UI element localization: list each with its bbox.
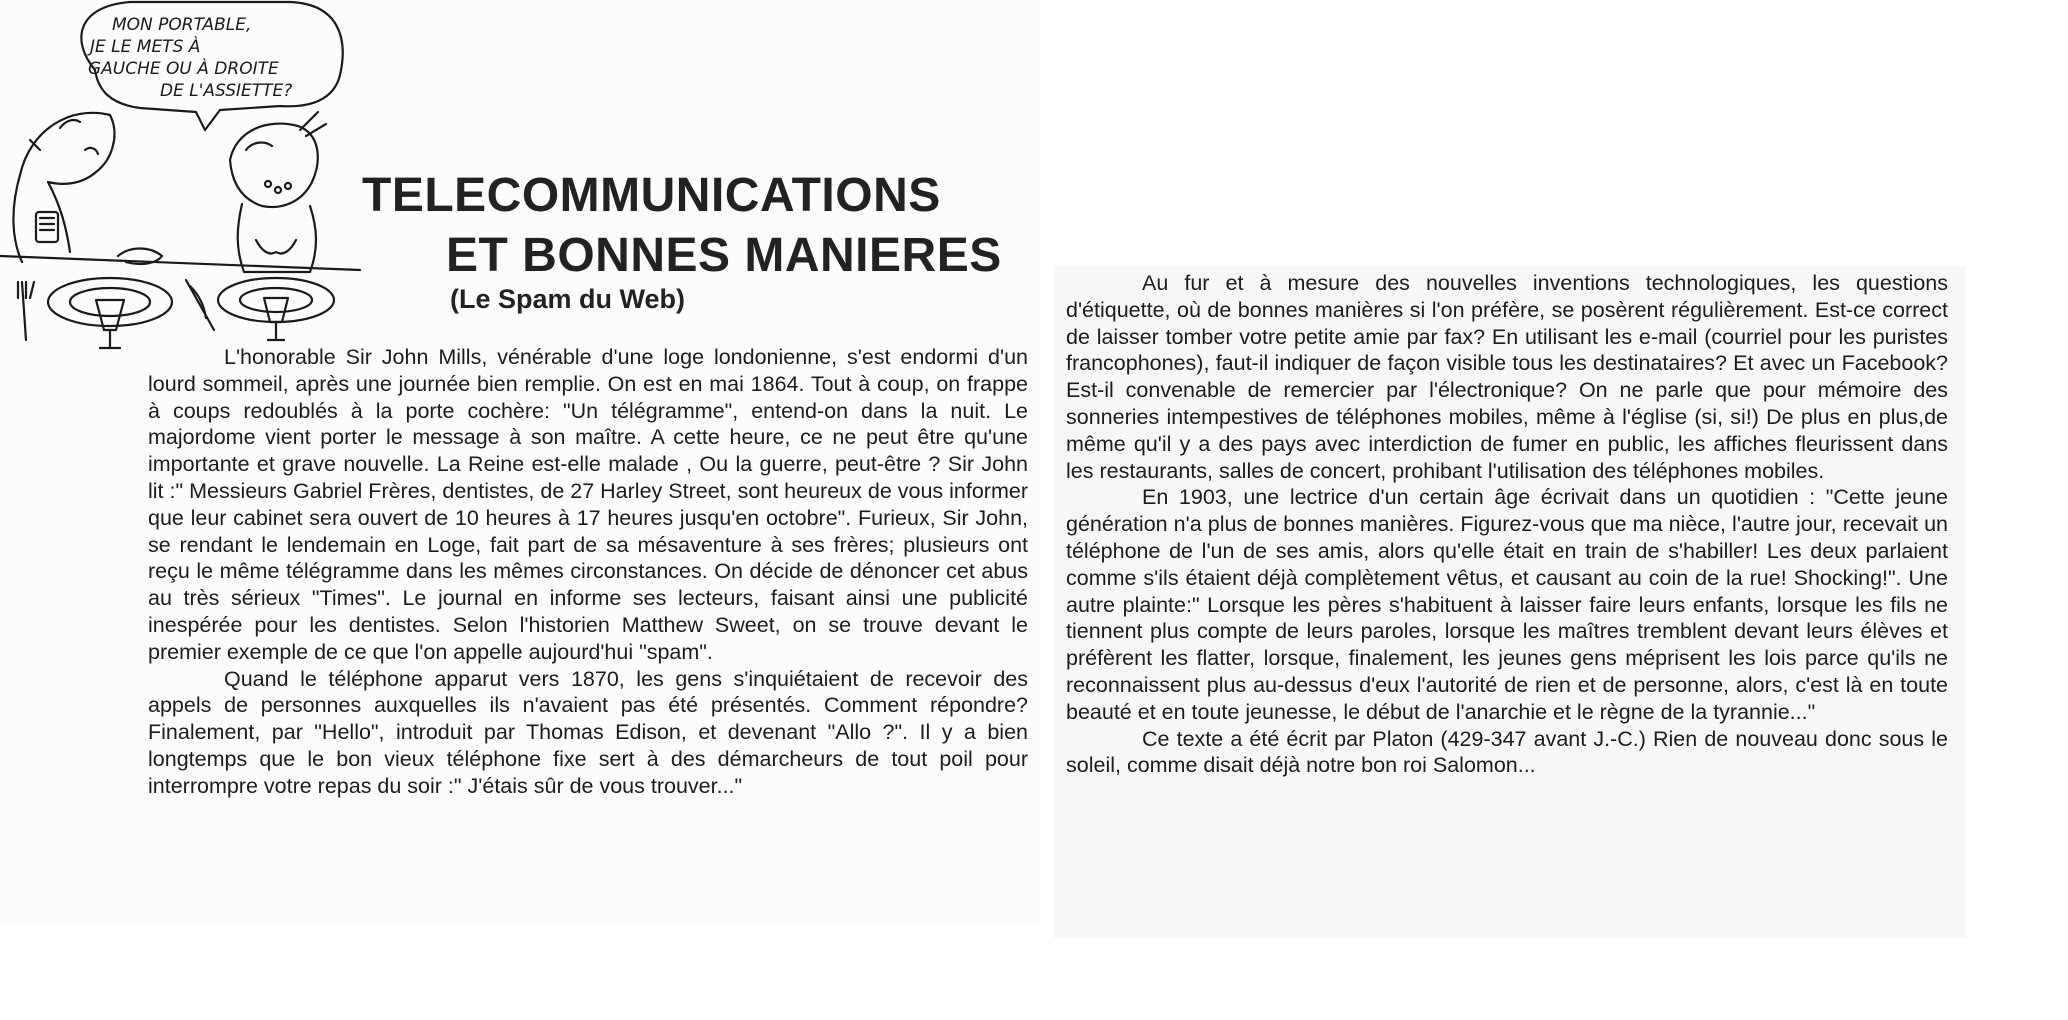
left-text-column xyxy=(148,344,1028,800)
table-edge xyxy=(0,256,360,270)
paragraph: Ce texte a été écrit par Platon (429-347 avant J.-C.) Rien de nouveau donc sous le soleil, comme disait déjà notre bon roi Salomon... xyxy=(1066,726,1948,778)
article-title-line-1: TELECOMMUNICATIONS xyxy=(362,169,941,222)
phone-icon xyxy=(36,212,58,242)
bubble-line-3: GAUCHE OU À DROITE xyxy=(88,59,279,79)
cartoon-illustration xyxy=(0,0,380,360)
article-title-line-2: ET BONNES MANIERES xyxy=(446,229,1002,282)
left-page-scan xyxy=(0,0,1040,925)
plate-icon xyxy=(218,278,334,322)
plate-icon xyxy=(48,278,172,326)
paragraph: Quand le téléphone apparut vers 1870, les gens s'inquiétaient de recevoir des appels de personnes auxquelles ils n'avaient pas été présentés. Comment répondre? Finalement, par "Hello", introduit par Thomas Edison, et devenant "Allo ?". Il y a bien longtemps que le bon vieux téléphone fixe sert à des démarcheurs de tout poil pour interrompre votre repas du soir :" J'étais sûr de vous trouver..." xyxy=(148,666,1028,798)
right-diner-head xyxy=(230,124,318,207)
article-subtitle: (Le Spam du Web) xyxy=(450,284,686,314)
right-text-column xyxy=(1066,270,1948,779)
paragraph: Au fur et à mesure des nouvelles inventions technologiques, les questions d'étiquette, où de bonnes manières si l'on préfère, se posèrent régulièrement. Est-ce correct de laisser tomber votre petite amie par fax? En utilisant les e-mail (courriel pour les puristes francophones), faut-il indiquer de façon visible tous les destinataires? Et avec un Facebook? Est-il convenable de remercier par l'électronique? On ne parle que pour mémoire des sonneries intempestives de téléphones mobiles, même à l'église (si, si!) De plus en plus,de même qu'il y a des pays avec interdiction de fumer en public, les affiches fleurissent dans les restaurants, salles de concert, prohibant l'utilisation des téléphones mobiles. xyxy=(1066,271,1948,483)
paragraph: L'honorable Sir John Mills, vénérable d'une loge londonienne, s'est endormi d'un lourd sommeil, après une journée bien remplie. On est en mai 1864. Tout à coup, on frappe à coups redoublés à la porte cochère: "Un télégramme", entend-on dans la nuit. Le majordome vient porter le message à son maître. A cette heure, ce ne peut être qu'une importante et grave nouvelle. La Reine est-elle malade , Ou la guerre, peut-être ? Sir John lit :" Messieurs Gabriel Frères, dentistes, de 27 Harley Street, sont heureux de vous informer que leur cabinet sera ouvert de 10 heures à 17 heures jusqu'en octobre". Furieux, Sir John, se rendant le lendemain en Loge, fait part de sa mésaventure à ses frères; plusieurs ont reçu le même télégramme dans les mêmes circonstances. On décide de dénoncer cet abus au très sérieux "Times". Le journal en informe ses lecteurs, faisant ainsi une publicité inespérée pour les dentistes. Selon l'historien Matthew Sweet, on se trouve devant le premier exemple de ce que l'on appelle aujourd'hui "spam". xyxy=(148,345,1028,664)
left-diner-head xyxy=(20,113,114,184)
fork-icon xyxy=(18,282,34,340)
bubble-line-1: MON PORTABLE, xyxy=(112,15,252,35)
bubble-line-4: DE L'ASSIETTE? xyxy=(160,81,293,101)
bubble-line-2: JE LE METS À xyxy=(90,37,201,57)
glass-icon xyxy=(96,300,124,348)
glass-icon xyxy=(264,298,288,340)
paragraph: En 1903, une lectrice d'un certain âge écrivait dans un quotidien : "Cette jeune génération n'a plus de bonnes manières. Figurez-vous que ma nièce, l'autre jour, recevait un téléphone de l'un de ses amis, alors qu'elle était en train de s'habiller! Les deux parlaient comme s'ils étaient déjà complètement vêtus, et causant au coin de la rue! Shocking!". Une autre plainte:" Lorsque les pères s'habituent à laisser faire leurs enfants, lorsque les fils ne tiennent plus compte de leurs paroles, lorsque les maîtres tremblent devant leurs élèves et préfèrent les flatter, lorsque, finalement, les jeunes gens méprisent les lois parce qu'ils ne reconnaissent plus au-dessus d'eux l'autorité de rien et de personne, alors, c'est là en toute beauté et en toute jeunesse, le début de l'anarchie et le règne de la tyrannie..." xyxy=(1066,485,1948,724)
